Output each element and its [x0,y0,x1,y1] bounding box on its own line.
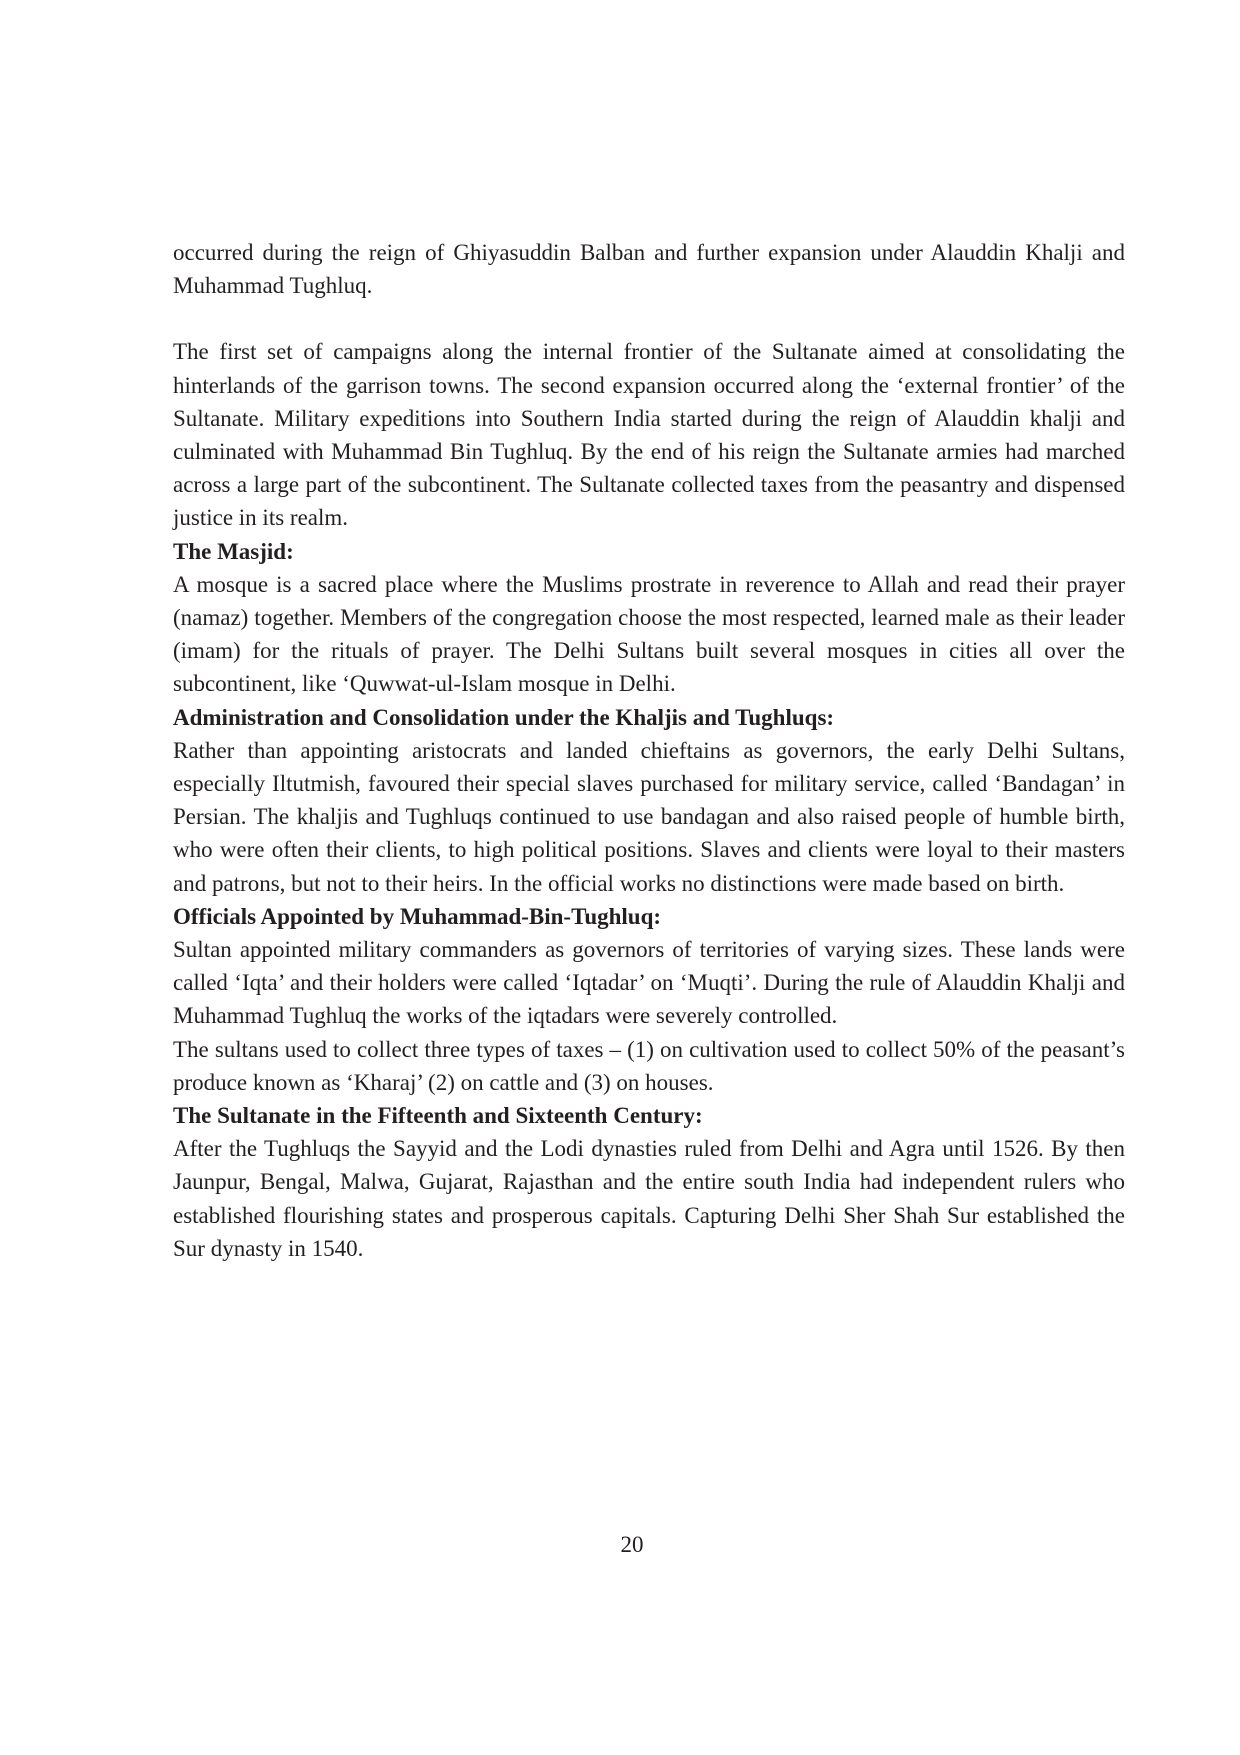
paragraph-later-sultanate: After the Tughluqs the Sayyid and the Lodi dynasties ruled from Delhi and Agra until 1526. By then Jaunpur, Bengal, Malwa, Gujarat, Rajasthan and the entire south India had independent rulers who established flourishing states and prosperous capitals. Capturing Delhi Sher Shah Sur established the Sur dynasty in 1540. [173,1136,1125,1261]
paragraph-administration: Rather than appointing aristocrats and landed chieftains as governors, the early Delhi Sultans, especially Iltutmish, favoured their special slaves purchased for military service, called ‘Bandagan’ in Persian. The khaljis and Tughluqs continued to use bandagan and also raised people of humble birth, who were often their clients, to high political positions. Slaves and clients were loyal to their masters and patrons, but not to their heirs. In the official works no distinctions were made based on birth. [173,737,1125,896]
page-number: 20 [620,1532,644,1557]
paragraph-masjid: A mosque is a sacred place where the Muslims prostrate in reverence to Allah and read their prayer (namaz) together. Members of the congregation choose the most respected, learned male as their leader (imam) for the rituals of prayer. The Delhi Sultans built several mosques in cities all over the subcontinent, like ‘Quwwat-ul-Islam mosque in Delhi. [173,571,1125,697]
document-body [173,236,1125,1265]
heading-administration: Administration and Consolidation under the Khaljis and Tughluqs: [173,704,835,730]
heading-masjid: The Masjid: [173,538,294,564]
heading-officials: Officials Appointed by Muhammad-Bin-Tughluq: [173,903,662,929]
heading-fifteenth-sixteenth-century: The Sultanate in the Fifteenth and Sixteenth Century: [173,1103,703,1129]
paragraph-officials: Sultan appointed military commanders as governors of territories of varying sizes. These lands were called ‘Iqta’ and their holders were called ‘Iqtadar’ on ‘Muqti’. During the rule of Alauddin Khalji and Muhammad Tughluq the works of the iqtadars were severely controlled. [173,937,1125,1029]
paragraph-taxes: The sultans used to collect three types of taxes – (1) on cultivation used to collect 50% of the peasant’s produce known as ‘Kharaj’ (2) on cattle and (3) on houses. [173,1036,1125,1095]
paragraph-balban-expansion: occurred during the reign of Ghiyasuddin Balban and further expansion under Alauddin Khalji and Muhammad Tughluq. [173,240,1125,299]
paragraph-frontier-campaigns: The first set of campaigns along the internal frontier of the Sultanate aimed at consolidating the hinterlands of the garrison towns. The second expansion occurred along the ‘external frontier’ of the Sultanate. Military expeditions into Southern India started during the reign of Alauddin khalji and culminated with Muhammad Bin Tughluq. By the end of his reign the Sultanate armies had marched across a large part of the subcontinent. The Sultanate collected taxes from the peasantry and dispensed justice in its realm. [173,339,1125,531]
